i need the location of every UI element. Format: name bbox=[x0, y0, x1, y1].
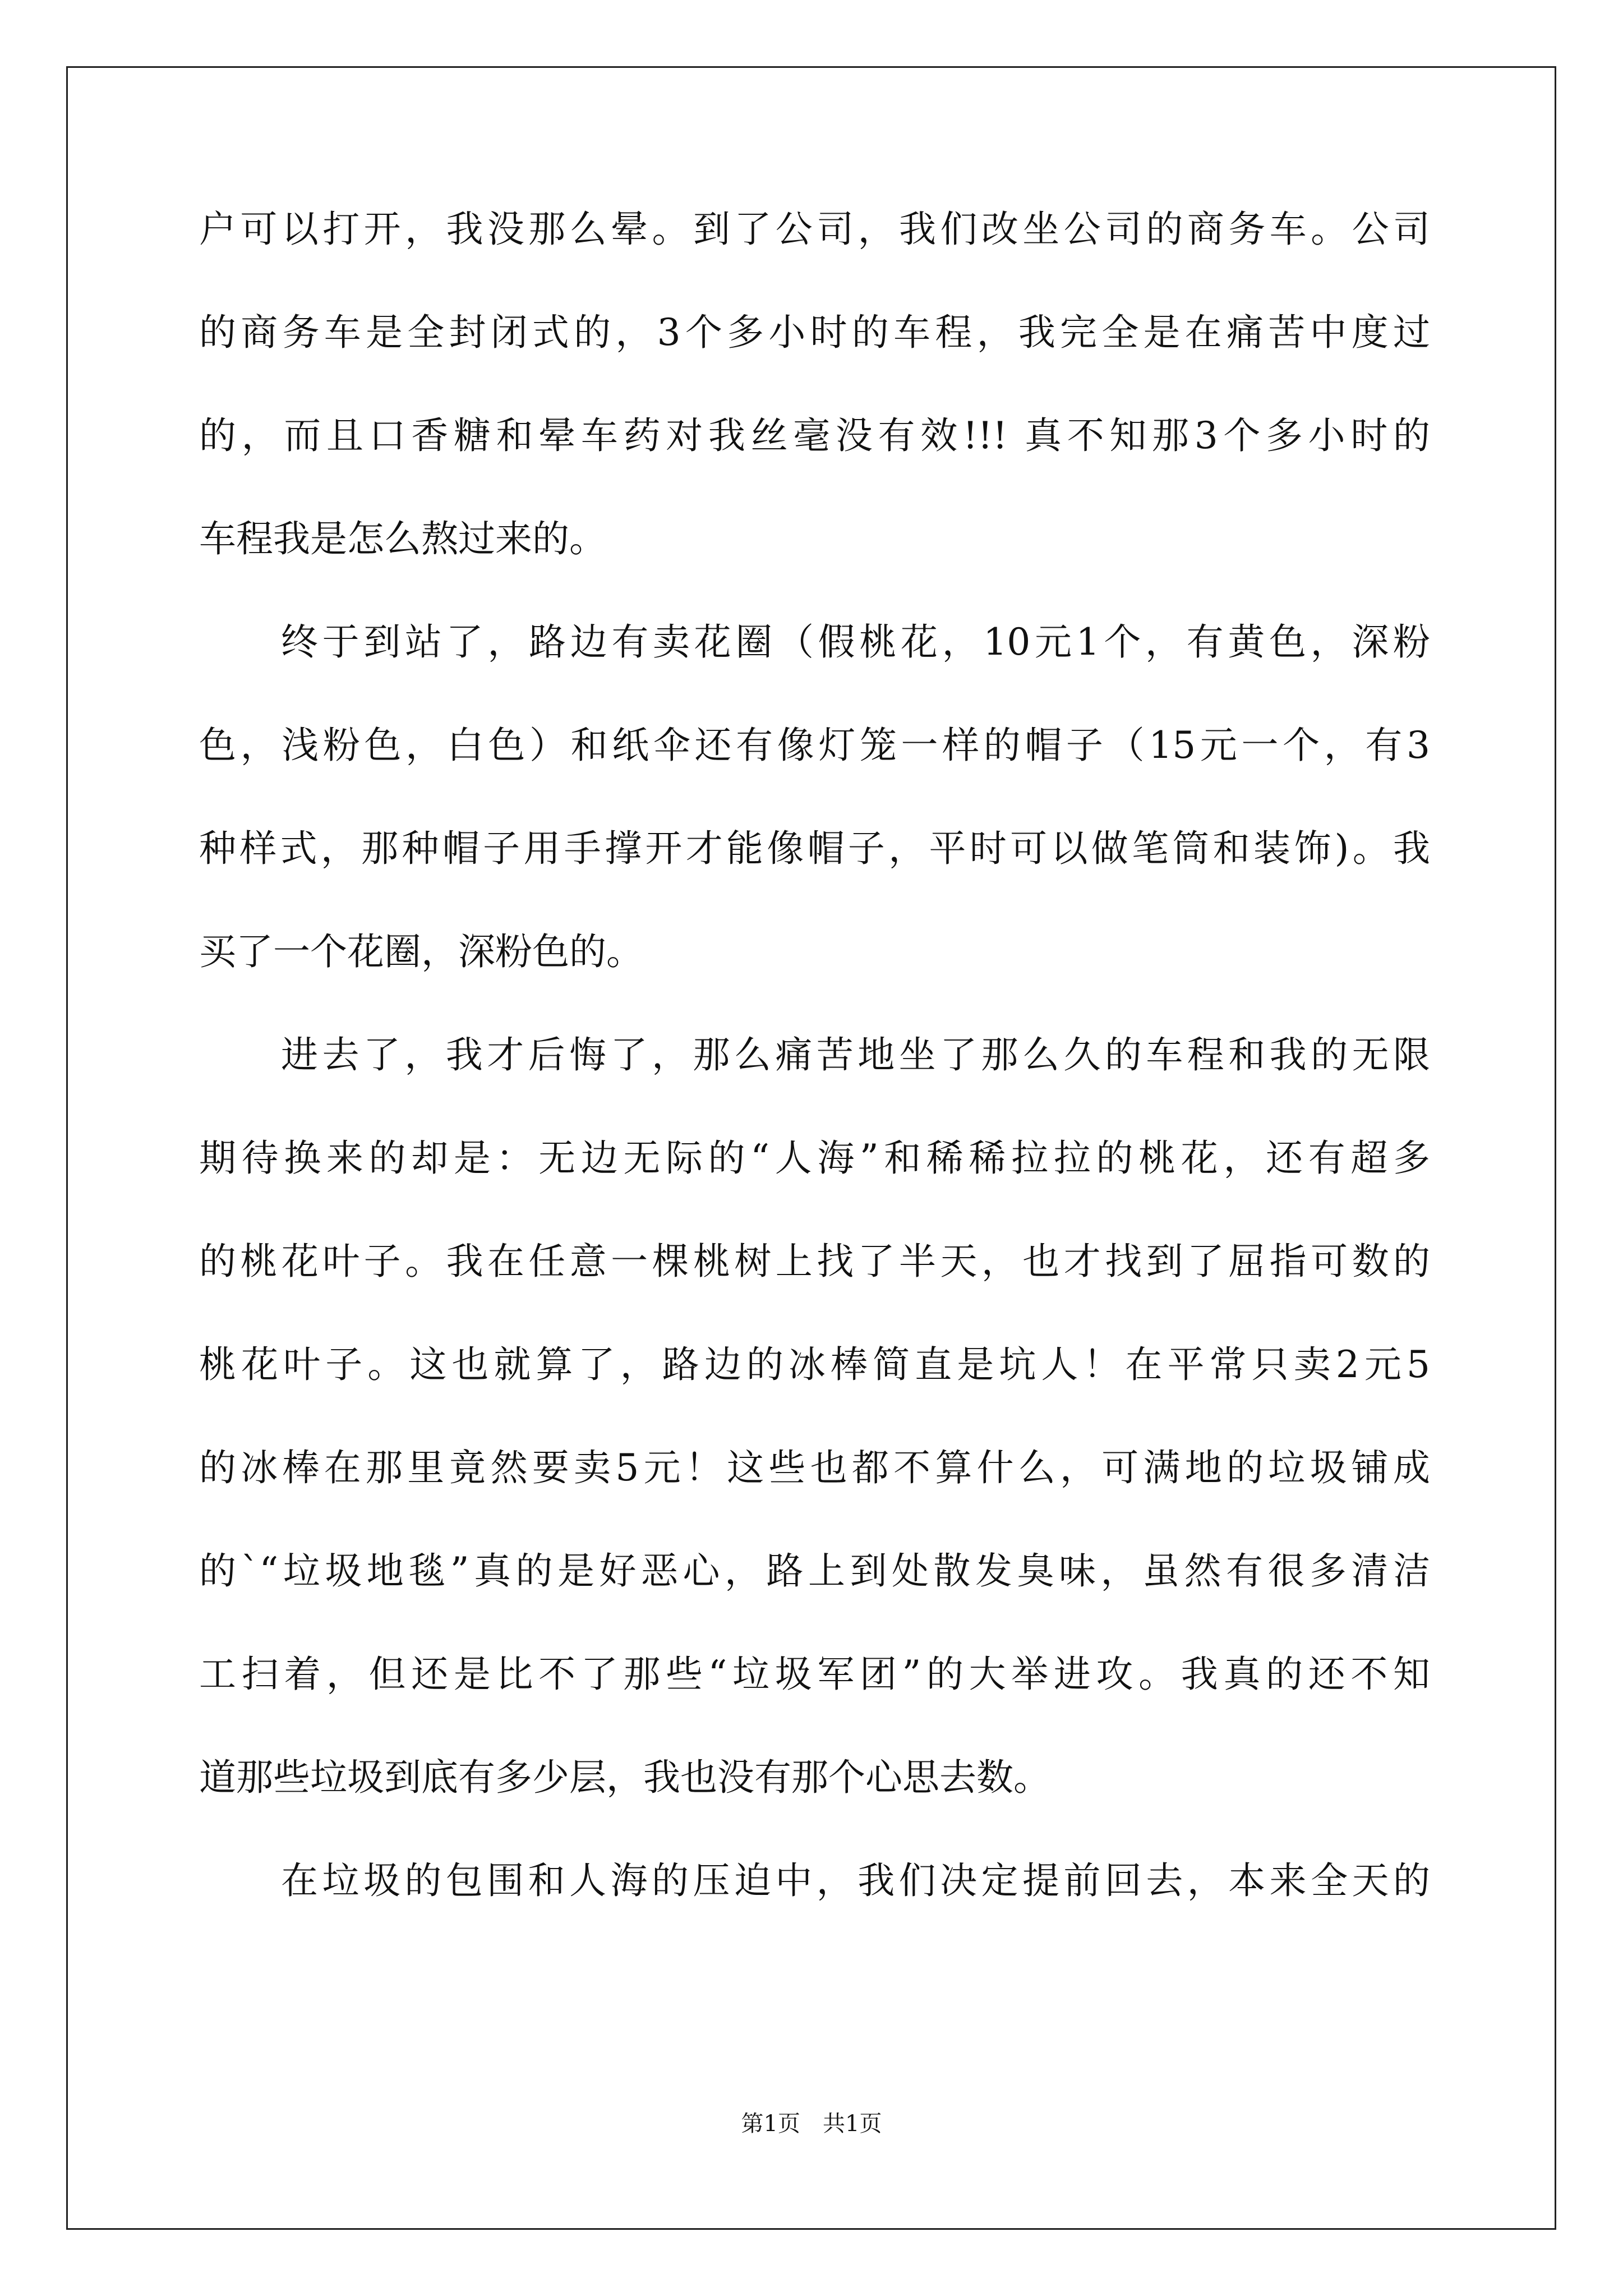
text-line: 的`“垃圾地毯”真的是好恶心，路上到处散发臭味，虽然有很多清洁 bbox=[199, 1549, 1430, 1593]
text-line: 终于到站了，路边有卖花圈（假桃花，10元1个，有黄色，深粉 bbox=[281, 620, 1430, 664]
text-line: 户可以打开，我没那么晕。到了公司，我们改坐公司的商务车。公司 bbox=[199, 208, 1430, 251]
text-line: 工扫着，但还是比不了那些“垃圾军团”的大举进攻。我真的还不知 bbox=[199, 1653, 1430, 1696]
text-line: 桃花叶子。这也就算了，路边的冰棒简直是坑人！在平常只卖2元5 bbox=[199, 1343, 1430, 1386]
text-line: 在垃圾的包围和人海的压迫中，我们决定提前回去，本来全天的 bbox=[281, 1859, 1430, 1902]
text-line: 期待换来的却是：无边无际的“人海”和稀稀拉拉的桃花，还有超多 bbox=[199, 1137, 1430, 1180]
text-line: 进去了，我才后悔了，那么痛苦地坐了那么久的车程和我的无限 bbox=[281, 1033, 1430, 1076]
text-line: 的，而且口香糖和晕车药对我丝毫没有效!!! 真不知那3个多小时的 bbox=[199, 414, 1430, 457]
text-line: 色，浅粉色，白色）和纸伞还有像灯笼一样的帽子（15元一个，有3 bbox=[199, 724, 1430, 767]
text-line: 道那些垃圾到底有多少层，我也没有那个心思去数。 bbox=[199, 1756, 1050, 1799]
text-line: 买了一个花圈，深粉色的。 bbox=[199, 930, 643, 973]
paragraph-1 bbox=[199, 210, 1430, 623]
page-footer: 第1页 共1页 bbox=[741, 2111, 882, 2137]
paragraph-4 bbox=[199, 1859, 1430, 1965]
paragraph-3 bbox=[199, 1033, 1430, 1862]
text-line: 的冰棒在那里竟然要卖5元！这些也都不算什么，可满地的垃圾铺成 bbox=[199, 1446, 1430, 1489]
document-body bbox=[199, 210, 1430, 1965]
text-line: 车程我是怎么熬过来的。 bbox=[199, 517, 606, 560]
text-line: 的桃花叶子。我在任意一棵桃树上找了半天，也才找到了屈指可数的 bbox=[199, 1240, 1430, 1283]
text-line: 的商务车是全封闭式的，3个多小时的车程，我完全是在痛苦中度过 bbox=[199, 311, 1430, 354]
paragraph-2 bbox=[199, 620, 1430, 1036]
text-line: 种样式，那种帽子用手撑开才能像帽子，平时可以做笔筒和装饰)。我 bbox=[199, 827, 1430, 870]
